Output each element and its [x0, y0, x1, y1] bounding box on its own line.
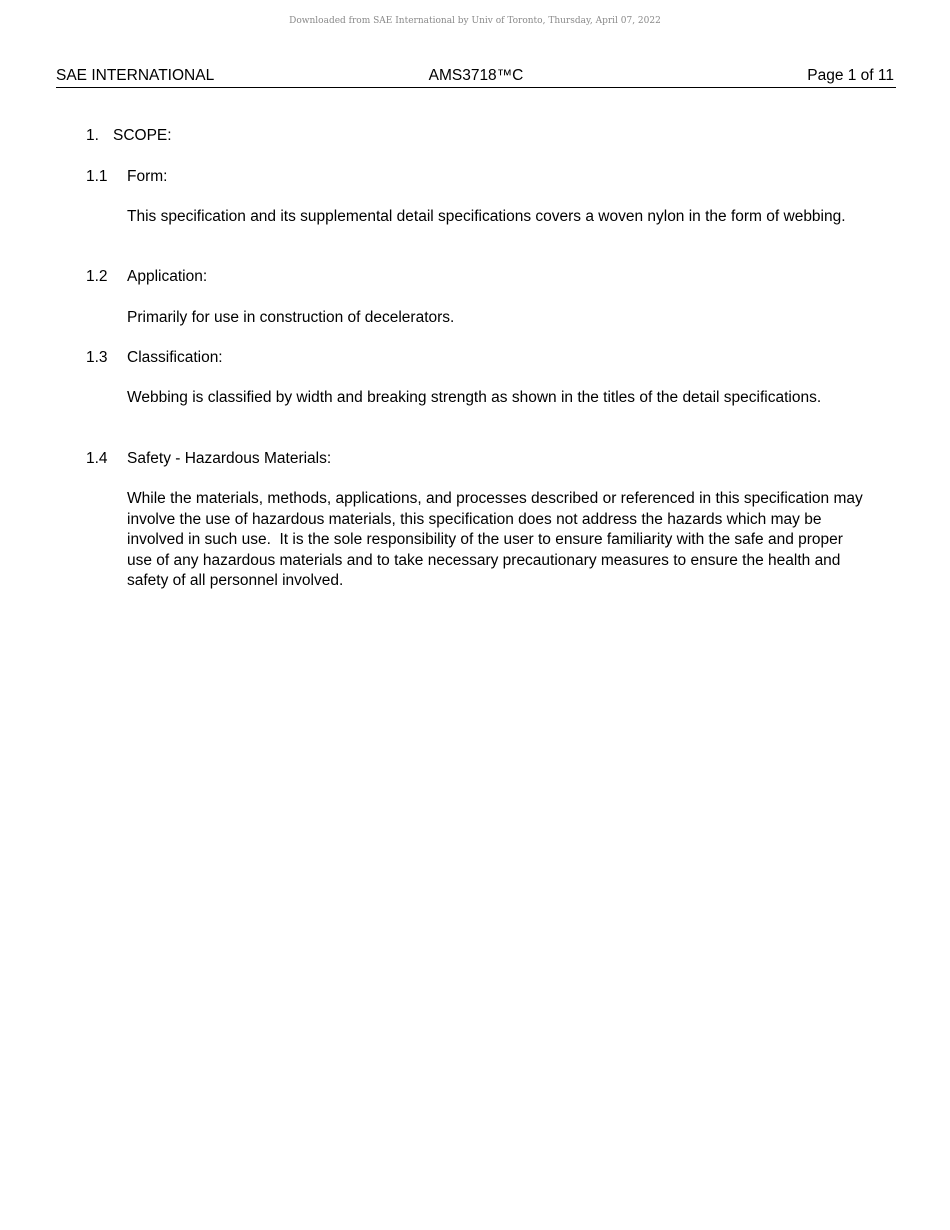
subsection-heading [86, 167, 167, 188]
header-document-id: AMS3718™C [428, 67, 524, 84]
section-title: SCOPE: [113, 127, 172, 144]
download-watermark: Downloaded from SAE International by Univ of Toronto, Thursday, April 07, 2022 [289, 16, 661, 26]
subsection-paragraph: This specification and its supplemental detail specifications covers a woven nylon in the form of webbing. [127, 208, 846, 225]
subsection-paragraph: While the materials, methods, applications, and processes described or referenced in this specification may involve the use of hazardous materials, this specification does not address the hazards which may be involved in such use. It is the sole responsibility of the user to ensure familiarity with the safe and proper use of any hazardous materials and to take necessary precautionary measures to ensure the health and safety of all personnel involved. [127, 490, 868, 589]
subsection-heading [86, 348, 223, 369]
subsection-title: Safety - Hazardous Materials: [127, 450, 332, 467]
subsection-title: Application: [127, 268, 208, 285]
subsection-heading [86, 449, 331, 470]
subsection-paragraph: Webbing is classified by width and breaking strength as shown in the titles of the detail specifications. [127, 389, 822, 406]
subsection-number: 1.3 [86, 349, 108, 366]
header-page-number: Page 1 of 11 [807, 67, 894, 84]
section-number: 1. [86, 127, 99, 144]
subsection-title: Form: [127, 168, 168, 185]
subsection-number: 1.2 [86, 268, 108, 285]
page-header [56, 66, 896, 88]
subsection-paragraph: Primarily for use in construction of decelerators. [127, 309, 455, 326]
subsection-number: 1.4 [86, 450, 108, 467]
subsection-title: Classification: [127, 349, 223, 366]
subsection-heading [86, 267, 207, 288]
header-organization: SAE INTERNATIONAL [56, 67, 215, 84]
section-heading [86, 126, 172, 147]
subsection-number: 1.1 [86, 168, 108, 185]
